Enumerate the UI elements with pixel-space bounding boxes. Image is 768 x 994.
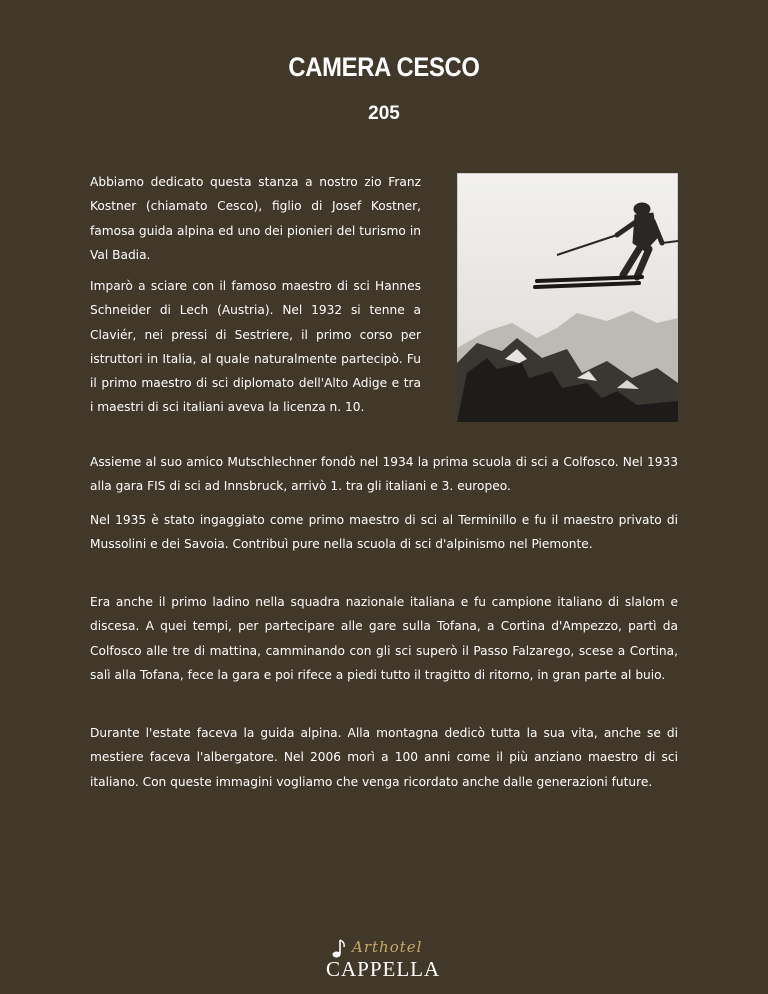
paragraph-ski-training: Imparò a sciare con il famoso maestro di sci Hannes Schneider di Lech (Austria). Nel 1932 si tenne a Claviér, nei pressi di Sestriere, il primo corso per istruttori in Italia, al quale naturalmente partecipò. Fu il primo maestro di sci diplomato dell'Alto Adige e tra i maestri di sci italiani aveva la licenza n. 10. bbox=[90, 279, 421, 415]
room-number: 205 bbox=[368, 103, 400, 124]
ski-jumper-photo bbox=[457, 173, 678, 422]
paragraph-national-team: Era anche il primo ladino nella squadra nazionale italiana e fu campione italiano di slalom e discesa. A quei tempi, per partecipare alle gare sulla Tofana, a Cortina d'Ampezzo, partì da Colfosco alle tre di mattina, camminando con gli sci superò il Passo Falzarego, scese a Cortina, salì alla Tofana, fece la gara e poi rifece a piedi tutto il tragitto di ritorno, in gran parte al buio. bbox=[90, 595, 678, 682]
hotel-logo bbox=[318, 934, 450, 984]
logo-script: Arthotel bbox=[352, 938, 423, 956]
paragraph-ski-school: Assieme al suo amico Mutschlechner fondò nel 1934 la prima scuola di sci a Colfosco. Nel 1933 alla gara FIS di sci ad Innsbruck, arrivò 1. tra gli italiani e 3. europeo. bbox=[90, 455, 678, 494]
logo-wordmark: CAPPELLA bbox=[326, 957, 441, 981]
ski-jumper-image bbox=[457, 173, 678, 422]
paragraph-legacy: Durante l'estate faceva la guida alpina. Alla montagna dedicò tutta la sua vita, anche se di mestiere faceva l'albergatore. Nel 2006 morì a 100 anni come il più anziano maestro di sci italiano. Con queste immagini vogliamo che venga ricordato anche dalle generazioni future. bbox=[90, 726, 678, 789]
page-title: CAMERA CESCO bbox=[288, 52, 480, 82]
paragraph-terminillo: Nel 1935 è stato ingaggiato come primo maestro di sci al Terminillo e fu il maestro privato di Mussolini e dei Savoia. Contribuì pure nella scuola di sci d'alpinismo nel Piemonte. bbox=[90, 513, 678, 552]
paragraph-intro: Abbiamo dedicato questa stanza a nostro zio Franz Kostner (chiamato Cesco), figlio di Josef Kostner, famosa guida alpina ed uno dei pionieri del turismo in Val Badia. bbox=[90, 175, 421, 262]
